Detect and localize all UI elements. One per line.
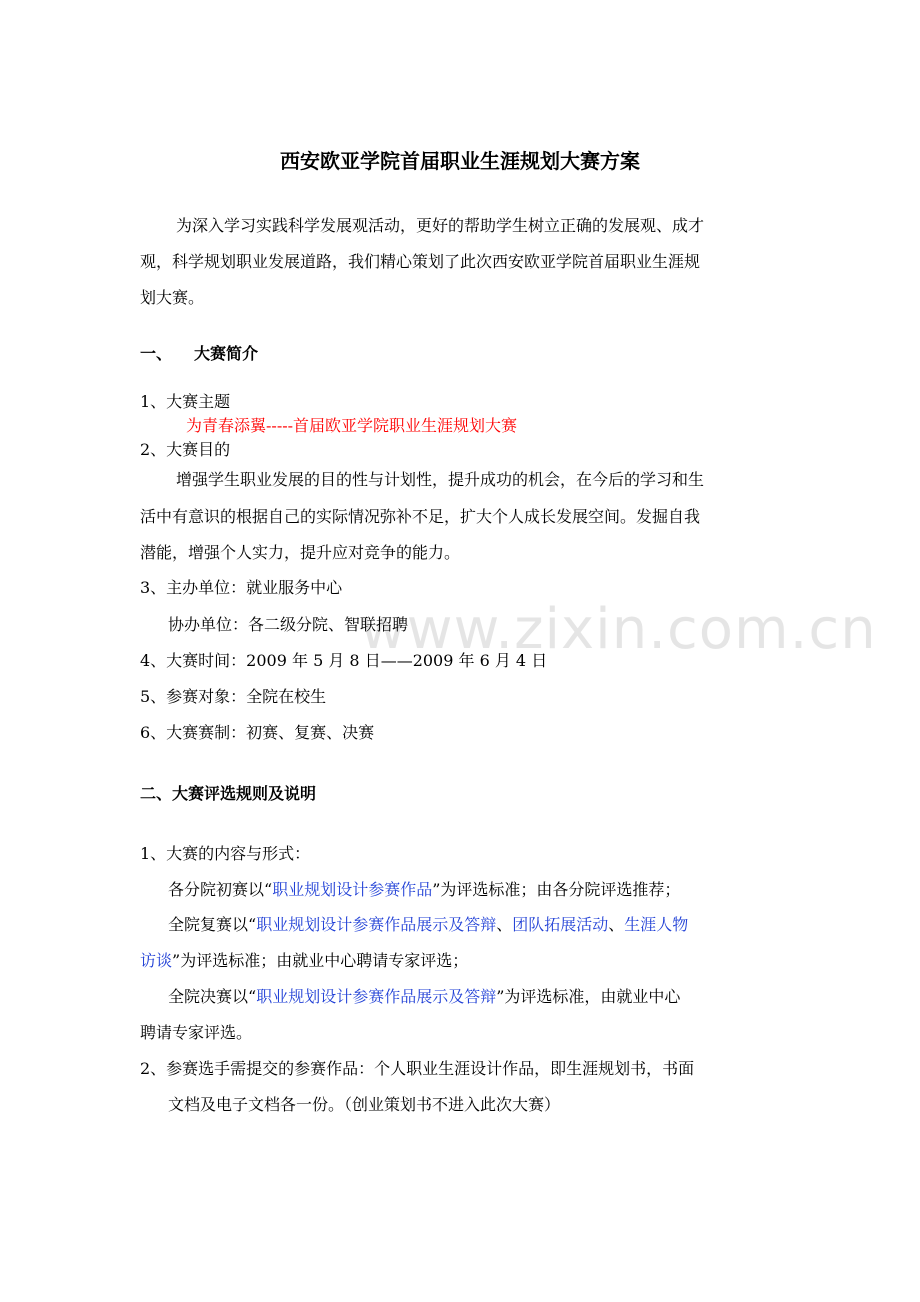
intro-line-1: 为深入学习实践科学发展观活动，更好的帮助学生树立正确的发展观、成才 xyxy=(176,216,705,235)
semifinal-suffix: ”为评选标准；由就业中心聘请专家评选； xyxy=(172,951,469,970)
competition-format: 6、大赛赛制：初赛、复赛、决赛 xyxy=(140,723,375,742)
host-unit: 3、主办单位：就业服务中心 xyxy=(140,578,343,597)
intro-line-3: 划大赛。 xyxy=(140,288,205,307)
section2-title: 二、大赛评选规则及说明 xyxy=(140,784,317,803)
semifinal-criteria-1: 职业规划设计参赛作品展示及答辩 xyxy=(256,915,497,934)
content-form-label: 1、大赛的内容与形式： xyxy=(140,844,311,863)
theme-text: 为青春添翼-----首届欧亚学院职业生涯规划大赛 xyxy=(186,416,518,435)
document-title: 西安欧亚学院首届职业生涯规划大赛方案 xyxy=(280,149,640,173)
participants: 5、参赛对象：全院在校生 xyxy=(140,687,327,706)
competition-time: 4、大赛时间：2009 年 5 月 8 日——2009 年 6 月 4 日 xyxy=(140,651,548,670)
theme-label: 1、大赛主题 xyxy=(140,392,231,411)
goal-line-3: 潜能，增强个人实力，提升应对竞争的能力。 xyxy=(140,543,461,562)
goal-label: 2、大赛目的 xyxy=(140,440,231,459)
final-round-line-1 xyxy=(168,987,680,1007)
submission-line-2: 文档及电子文档各一份。（创业策划书不进入此次大赛） xyxy=(168,1095,561,1114)
goal-line-2: 活中有意识的根据自己的实际情况弥补不足，扩大个人成长发展空间。发掘自我 xyxy=(140,507,701,526)
final-criteria: 职业规划设计参赛作品展示及答辩 xyxy=(256,987,497,1006)
semifinal-criteria-3: 生涯人物 xyxy=(624,915,689,934)
submission-line-1: 2、参赛选手需提交的参赛作品：个人职业生涯设计作品，即生涯规划书，书面 xyxy=(140,1059,695,1078)
semifinal-round-line-1 xyxy=(168,915,688,935)
semifinal-criteria-2: 团队拓展活动 xyxy=(512,915,609,934)
final-suffix: ”为评选标准，由就业中心 xyxy=(496,987,681,1006)
semifinal-sep-1: 、 xyxy=(496,915,513,934)
intro-line-2: 观，科学规划职业发展道路，我们精心策划了此次西安欧亚学院首届职业生涯规 xyxy=(140,252,701,271)
goal-line-1: 增强学生职业发展的目的性与计划性，提升成功的机会，在今后的学习和生 xyxy=(176,470,705,489)
semifinal-sep-2: 、 xyxy=(608,915,625,934)
preliminary-round xyxy=(168,880,680,900)
semifinal-criteria-3-cont: 访谈 xyxy=(140,951,173,970)
cohost-unit: 协办单位：各二级分院、智联招聘 xyxy=(168,615,409,634)
semifinal-prefix: 全院复赛以“ xyxy=(168,915,257,934)
preliminary-prefix: 各分院初赛以“ xyxy=(168,880,273,899)
section1-title: 大赛简介 xyxy=(194,344,259,363)
site-watermark: www.zixin.com.cn xyxy=(360,597,877,662)
final-prefix: 全院决赛以“ xyxy=(168,987,257,1006)
preliminary-criteria: 职业规划设计参赛作品 xyxy=(272,880,433,899)
semifinal-round-line-2 xyxy=(140,951,468,971)
final-round-line-2: 聘请专家评选。 xyxy=(140,1023,253,1042)
section1-number: 一、 xyxy=(140,344,173,363)
preliminary-suffix: ”为评选标准；由各分院评选推荐； xyxy=(432,880,681,899)
